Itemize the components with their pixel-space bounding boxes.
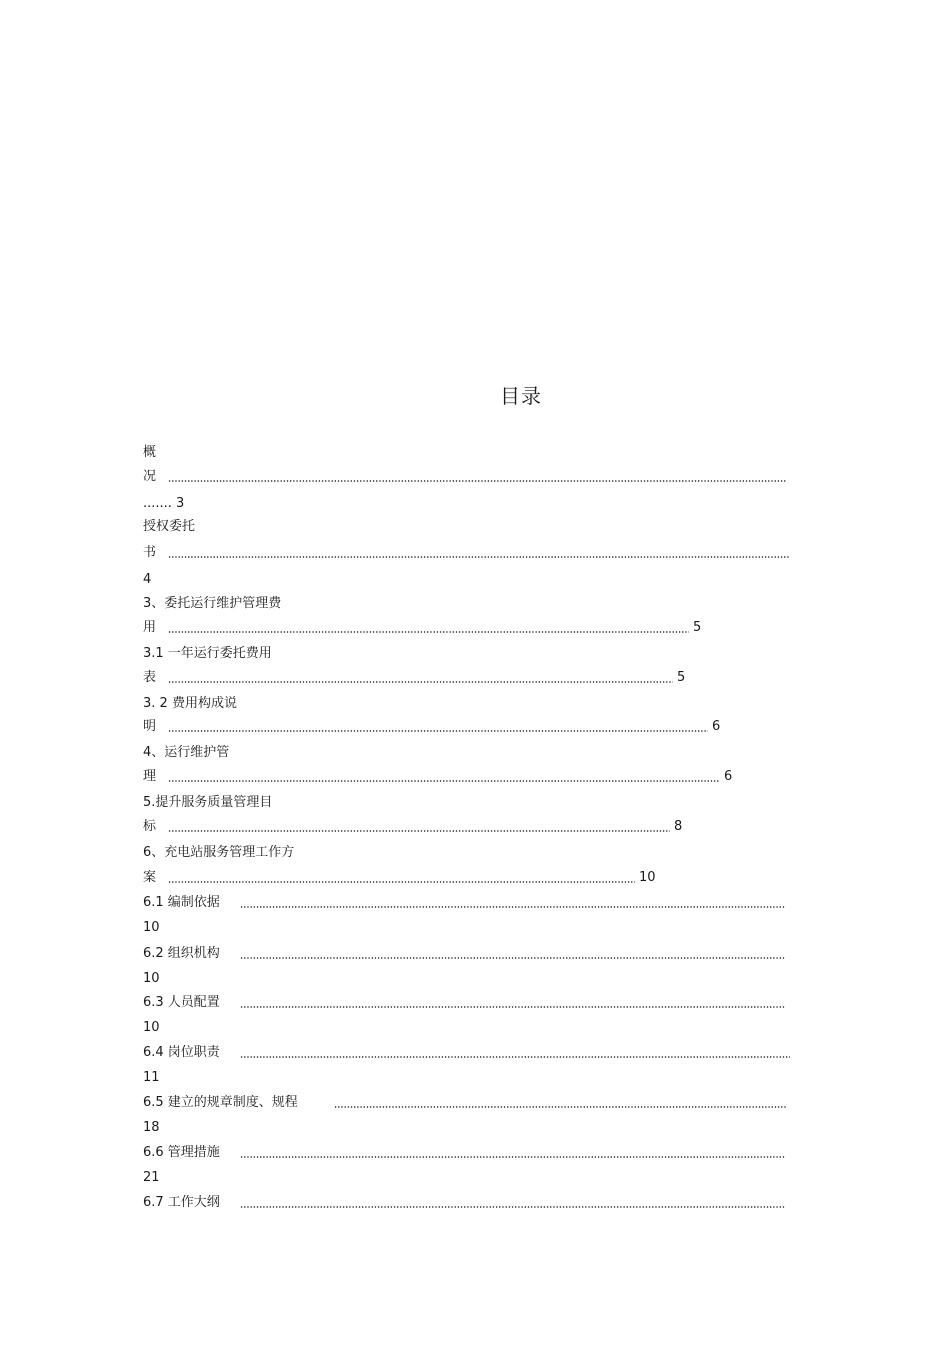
toc-entry-page-number: 4 (143, 572, 152, 587)
toc-entry-page-number: 8 (674, 819, 683, 834)
dot-leader (168, 556, 790, 558)
toc-entry-label-continued: 案 (143, 870, 157, 885)
toc-entry-label: 3.1 一年运行委托费用 (143, 646, 272, 661)
toc-entry-page-number: 21 (143, 1170, 160, 1185)
toc-entry-page-number: ....... 3 (143, 496, 185, 511)
toc-entry-label: 6.3 人员配置 (143, 995, 220, 1010)
toc-entry-label-continued: 理 (143, 769, 157, 784)
toc-entry-label: 6.5 建立的规章制度、规程 (143, 1095, 298, 1110)
dot-leader (240, 1006, 786, 1008)
toc-entry-page-number: 10 (639, 870, 656, 885)
toc-entry-page-number: 10 (143, 920, 160, 935)
toc-entry-label-continued: 表 (143, 670, 157, 685)
toc-entry-label: 6.7 工作大纲 (143, 1195, 220, 1210)
dot-leader (168, 830, 670, 832)
dot-leader (168, 780, 720, 782)
toc-entry-page-number: 6 (724, 769, 733, 784)
toc-entry-label: 6、充电站服务管理工作方 (143, 845, 295, 860)
page-title: 目录 (500, 384, 542, 408)
dot-leader (168, 480, 786, 482)
toc-entry-label: 3、委托运行维护管理费 (143, 596, 282, 611)
toc-entry-label-continued: 用 (143, 620, 157, 635)
toc-entry-label: 4、运行维护管 (143, 745, 230, 760)
dot-leader (240, 906, 786, 908)
toc-entry-label: 6.1 编制依据 (143, 895, 220, 910)
toc-entry-label: 5.提升服务质量管理目 (143, 795, 273, 810)
toc-entry-page-number: 11 (143, 1070, 160, 1085)
toc-entry-label: 6.6 管理措施 (143, 1145, 220, 1160)
toc-entry-page-number: 10 (143, 1020, 160, 1035)
dot-leader (168, 631, 689, 633)
toc-entry-label-continued: 明 (143, 719, 157, 734)
dot-leader (240, 1056, 790, 1058)
toc-entry-label: 3. 2 费用构成说 (143, 696, 237, 711)
toc-entry-label-continued: 况 (143, 469, 157, 484)
dot-leader (334, 1106, 787, 1108)
toc-entry-page-number: 18 (143, 1120, 160, 1135)
toc-entry-page-number: 6 (712, 719, 721, 734)
dot-leader (168, 681, 673, 683)
dot-leader (168, 881, 635, 883)
dot-leader (240, 957, 786, 959)
toc-entry-label: 概 (143, 445, 157, 460)
dot-leader (240, 1206, 786, 1208)
toc-entry-page-number: 5 (693, 620, 702, 635)
toc-entry-label: 6.4 岗位职责 (143, 1045, 220, 1060)
dot-leader (240, 1156, 786, 1158)
toc-entry-page-number: 5 (677, 670, 686, 685)
toc-entry-label: 授权委托 (143, 519, 196, 534)
toc-entry-label-continued: 标 (143, 819, 157, 834)
toc-entry-page-number: 10 (143, 971, 160, 986)
dot-leader (168, 730, 708, 732)
toc-entry-label: 6.2 组织机构 (143, 946, 220, 961)
toc-entry-label-continued: 书 (143, 545, 157, 560)
